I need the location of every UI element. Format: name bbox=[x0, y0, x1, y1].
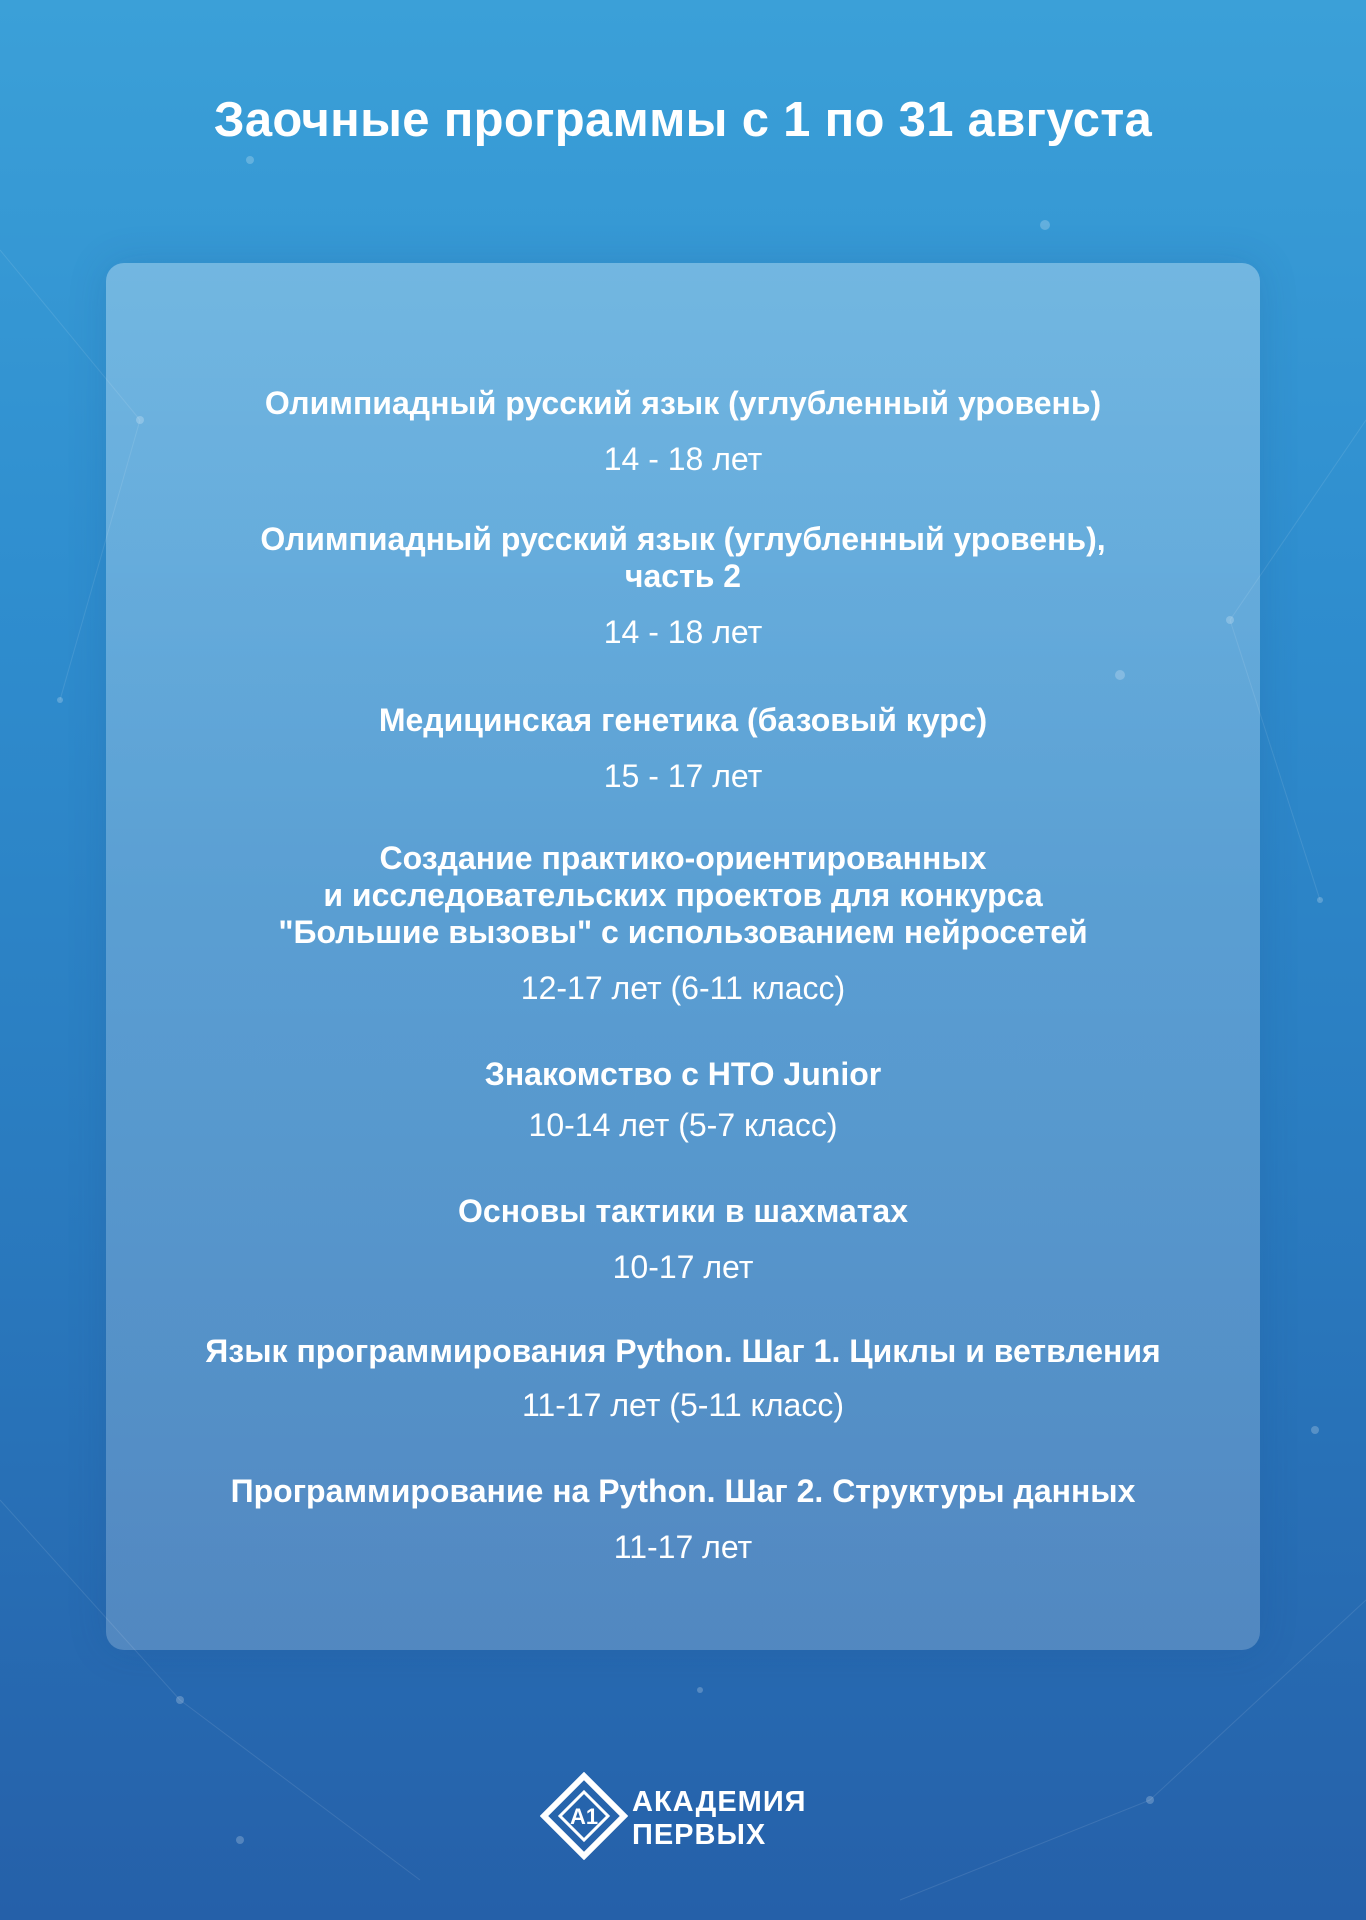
programs-card bbox=[106, 263, 1260, 1650]
program-name-line: "Большие вызовы" с использованием нейросетей bbox=[278, 914, 1088, 950]
academy-logo bbox=[540, 1772, 830, 1862]
program-item bbox=[106, 1193, 1260, 1286]
program-item bbox=[106, 702, 1260, 795]
program-item bbox=[106, 1056, 1260, 1144]
program-name-line: часть 2 bbox=[624, 558, 742, 594]
program-name: Знакомство с НТО Junior bbox=[484, 1056, 882, 1092]
program-age: 11-17 лет bbox=[613, 1529, 753, 1565]
program-name: Язык программирования Python. Шаг 1. Циклы и ветвления bbox=[205, 1333, 1161, 1369]
program-age: 11-17 лет (5-11 класс) bbox=[521, 1387, 844, 1423]
page-title: Заочные программы с 1 по 31 августа bbox=[213, 93, 1153, 147]
program-item bbox=[106, 1473, 1260, 1566]
program-age: 14 - 18 лет bbox=[603, 614, 763, 650]
logo-line-2: ПЕРВЫХ bbox=[632, 1819, 767, 1851]
program-age: 10-17 лет bbox=[612, 1249, 754, 1285]
program-age: 12-17 лет (6-11 класс) bbox=[520, 970, 846, 1006]
program-name: Основы тактики в шахматах bbox=[458, 1193, 908, 1229]
program-item bbox=[106, 840, 1260, 1007]
logo-text bbox=[632, 1786, 807, 1852]
program-age: 14 - 18 лет bbox=[603, 441, 763, 477]
logo-mark-text: A1 bbox=[569, 1804, 599, 1829]
program-item bbox=[106, 385, 1260, 478]
program-name: Программирование на Python. Шаг 2. Структуры данных bbox=[230, 1473, 1136, 1509]
program-age: 15 - 17 лет bbox=[603, 758, 763, 794]
program-name-line: Создание практико-ориентированных bbox=[379, 840, 987, 876]
logo-line-1: АКАДЕМИЯ bbox=[632, 1786, 807, 1818]
program-name-line: и исследовательских проектов для конкурса bbox=[323, 877, 1043, 913]
program-item bbox=[106, 521, 1260, 651]
program-name: Медицинская генетика (базовый курс) bbox=[378, 702, 988, 738]
program-name: Олимпиадный русский язык (углубленный уровень) bbox=[264, 385, 1102, 421]
program-item bbox=[106, 1333, 1260, 1424]
program-name-line: Олимпиадный русский язык (углубленный уровень), bbox=[260, 521, 1106, 557]
academy-logo-icon bbox=[540, 1772, 628, 1860]
program-age: 10-14 лет (5-7 класс) bbox=[528, 1107, 838, 1143]
